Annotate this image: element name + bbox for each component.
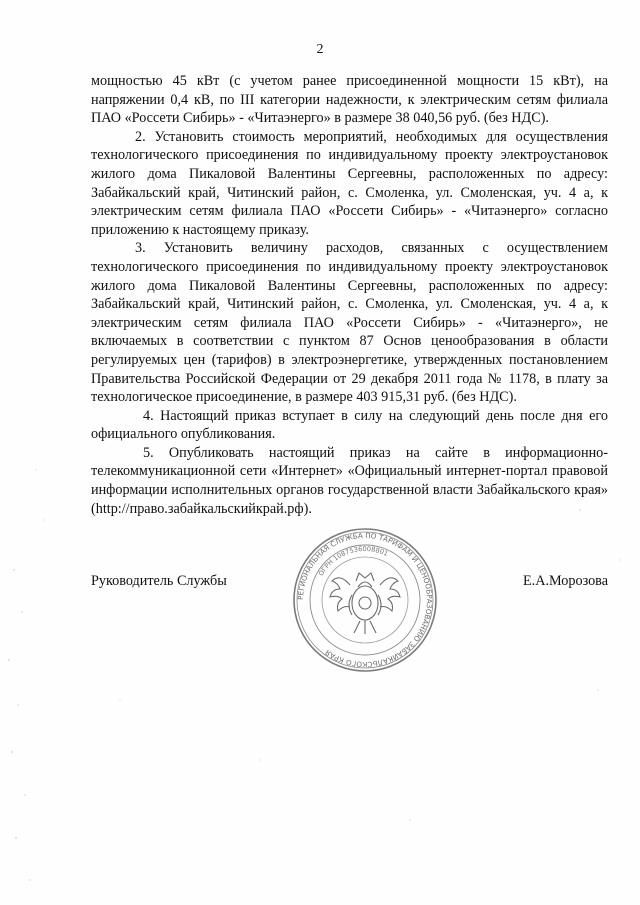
page-number: 2 [316,42,324,57]
paragraph-item-4: 4. Настоящий приказ вступает в силу на следующий день после дня его официального опубликования. [91,407,608,443]
signatory-position: Руководитель Службы [91,573,227,589]
official-seal [290,525,440,675]
signatory-name: Е.А.Морозова [523,573,608,589]
paragraph-item-2: 2. Установить стоимость мероприятий, необходимых для осуществления технологического присоединения по индивидуальному проекту электроустановок жилого дома Пикаловой Валентины Сергеевны, расположенных по адресу: Забайкальский край, Читинский район, с. Смоленка, ул. Смоленская, уч. 4 а, к электрическим сетям филиала ПАО «Россети Сибирь» - «Читаэнерго» согласно приложению к настоящему приказу. [91,128,608,238]
seal-outer-text: РЕГИОНАЛЬНАЯ СЛУЖБА ПО ТАРИФАМ И ЦЕНООБРАЗОВАНИЮ ЗАБАЙКАЛЬСКОГО КРАЯ [295,530,435,670]
paragraph-item-3: 3. Установить величину расходов, связанных с осуществлением технологического присоединения по индивидуальному проекту электроустановок жилого дома Пикаловой Валентины Сергеевны, расположенных по адресу: Забайкальский край, Читинский район, с. Смоленка, ул. Смоленская, уч. 4 а, к электрическим сетям филиала ПАО «Россети Сибирь» - «Читаэнерго», не включаемых в соответствии с пунктом 87 Основ ценообразования в области регулируемых цен (тарифов) в электроэнергетике, утвержденных постановлением Правительства Российской Федерации от 29 декабря 2011 года № 1178, в плату за технологическое присоединение, в размере 403 915,31 руб. (без НДС). [91,240,608,406]
seal-id-text: ОГРН 1087536008801 [316,544,390,578]
document-body [91,72,608,518]
seal-graphic [290,525,440,675]
eagle-emblem-icon [330,573,400,634]
paragraph-item-5: 5. Опубликовать настоящий приказ на сайте в информационно-телекоммуникационной сети «Интернет» «Официальный интернет-портал правовой информации исполнительных органов государственной власти Забайкальского края» (http://право.забайкальскийкрай.рф). [91,444,608,517]
paragraph-continuation: мощностью 45 кВт (с учетом ранее присоединенной мощности 15 кВт), на напряжении 0,4 кВ, по III категории надежности, к электрическим сетям филиала ПАО «Россети Сибирь» - «Читаэнерго» в размере 38 040,56 руб. (без НДС). [91,73,608,127]
